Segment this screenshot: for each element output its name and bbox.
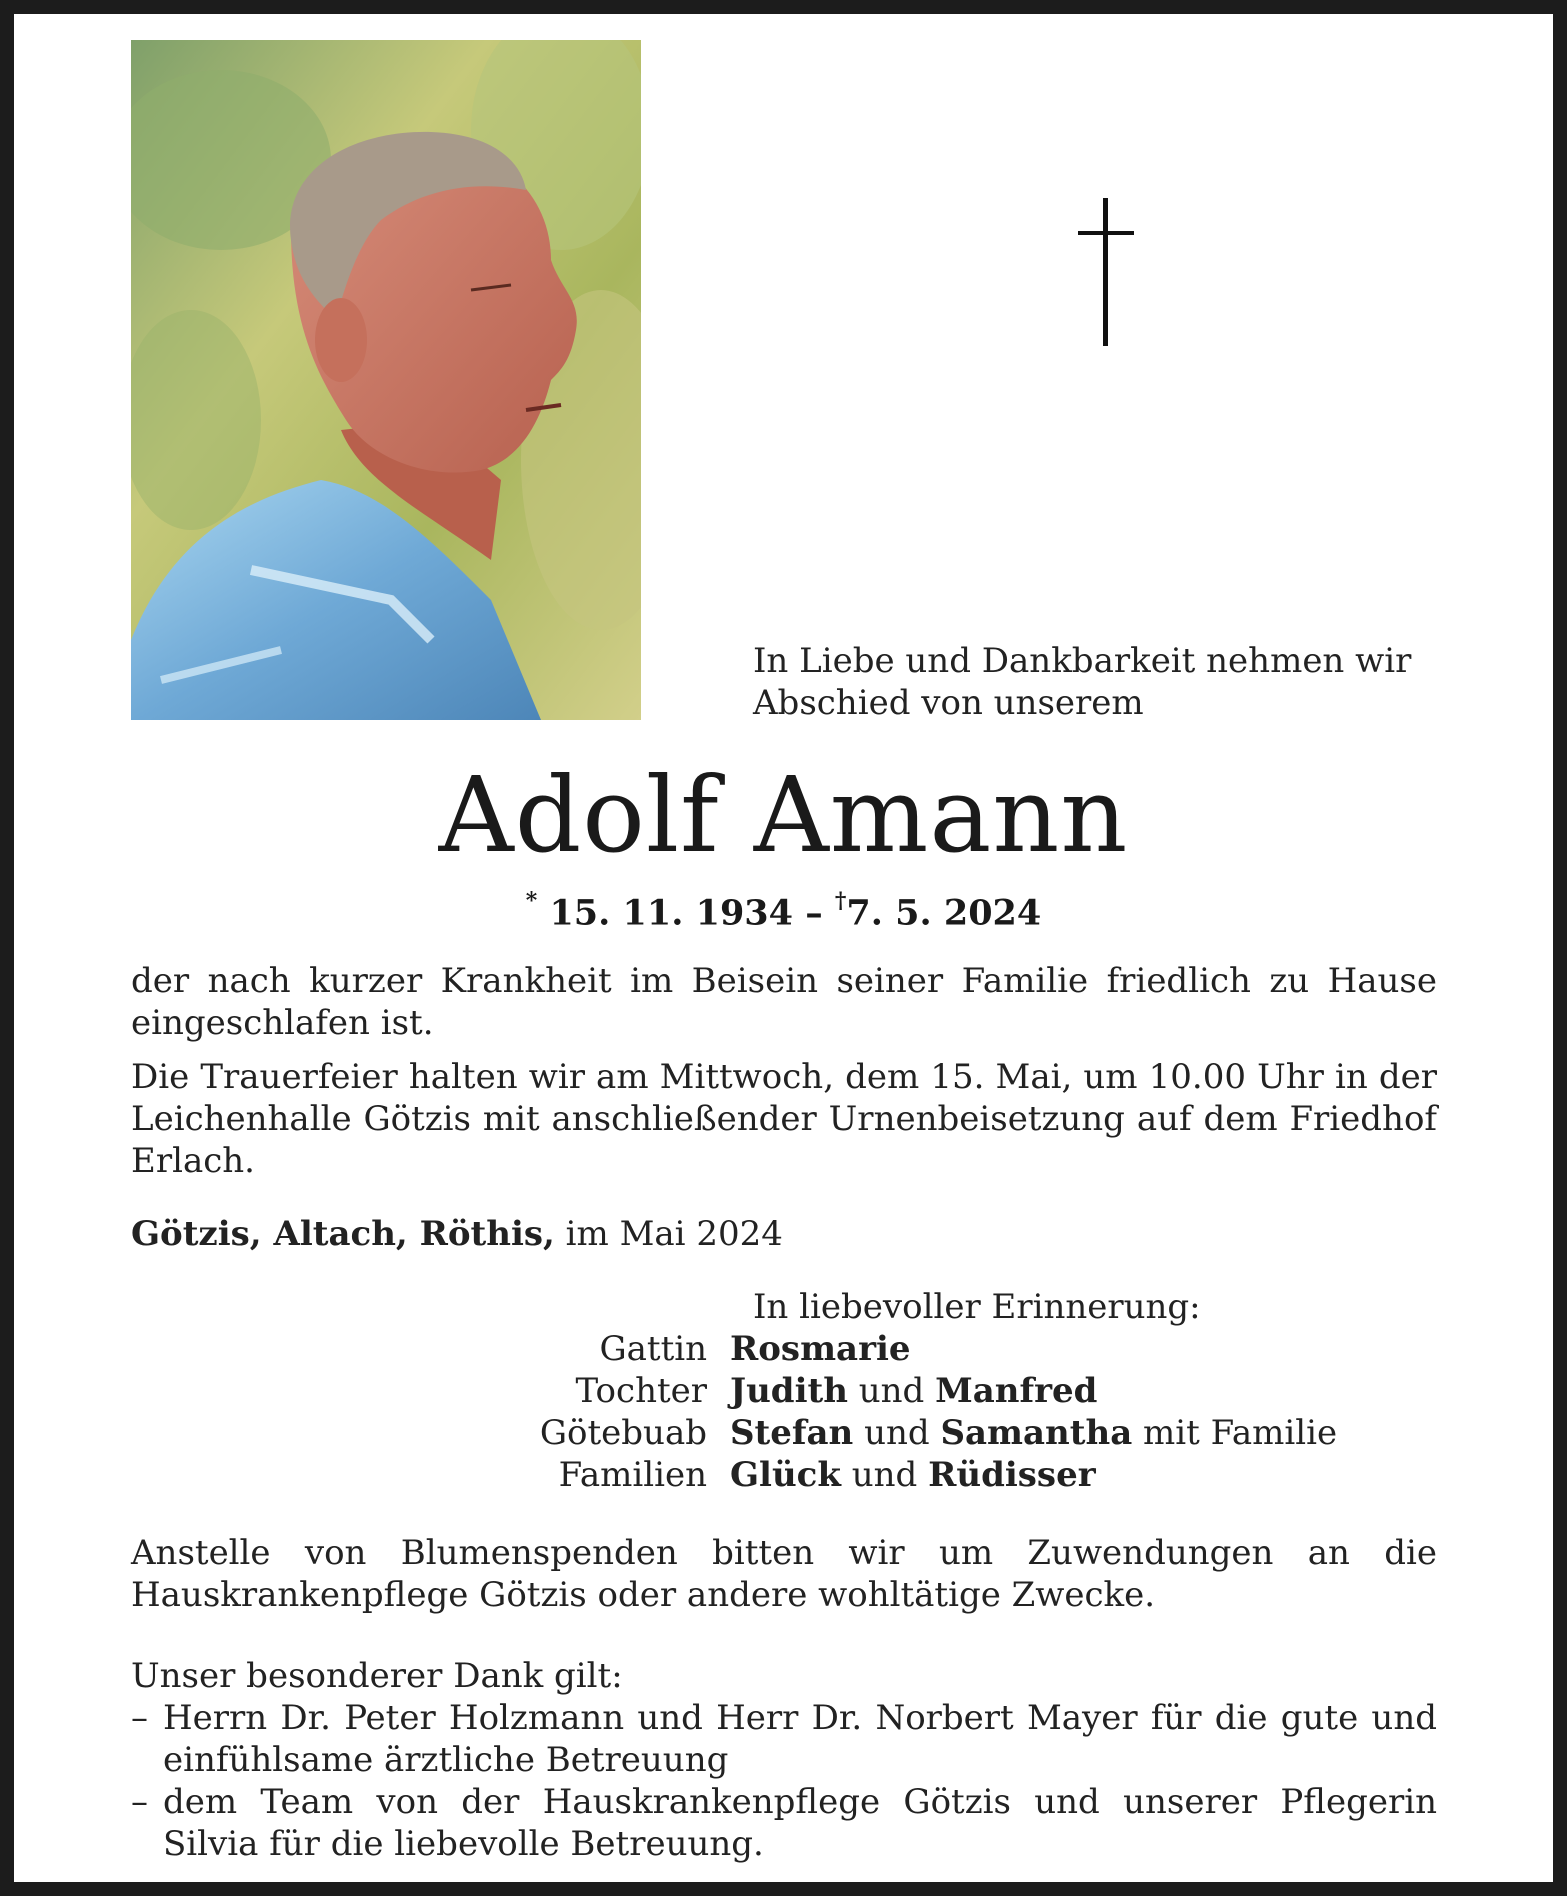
death-symbol: † [834,888,847,914]
birth-date: 15. 11. 1934 [549,892,794,934]
family-role: Tochter [575,1371,707,1411]
list-item [131,1781,1437,1865]
family-list [480,1328,1480,1496]
intro-line-2: Abschied von unserem [753,683,1144,723]
family-conj: und [864,1413,930,1453]
intro-text [753,640,1453,724]
family-name: Manfred [935,1371,1098,1411]
date-separator: – [805,892,823,934]
portrait-photo [131,40,641,720]
family-name: Judith [730,1371,848,1411]
family-name: Rüdisser [928,1455,1096,1495]
birth-symbol: * [525,888,538,914]
family-row [480,1454,1480,1496]
family-conj: und [858,1371,925,1411]
list-dash: – [131,1698,148,1738]
cross-icon [1078,198,1134,346]
thanks-list [131,1697,1437,1865]
family-role: Gattin [599,1329,707,1369]
family-row [480,1328,1480,1370]
paragraph-donations: Anstelle von Blumenspenden bitten wir um Zuwendungen an die Hauskrankenpflege Götzis oder andere wohltätige Zwecke. [131,1533,1437,1615]
family-name: Glück [730,1455,841,1495]
remembrance-title: In liebevoller Erinnerung: [753,1287,1201,1327]
family-suffix: mit Familie [1143,1413,1338,1453]
family-row [480,1370,1480,1412]
family-conj: und [851,1455,918,1495]
list-item [131,1697,1437,1781]
place-date: im Mai 2024 [565,1214,783,1254]
intro-line-1: In Liebe und Dankbarkeit nehmen wir [753,641,1412,681]
family-name: Samantha [940,1413,1133,1453]
thanks-title: Unser besonderer Dank gilt: [131,1656,623,1696]
thanks-text: dem Team von der Hauskrankenpflege Götzis und unserer Pflegerin Silvia für die liebevolle Betreuung. [163,1782,1437,1864]
family-name: Stefan [730,1413,854,1453]
place-and-date [131,1213,1437,1255]
deceased-name: Adolf Amann [438,754,1129,876]
life-dates [0,880,1567,939]
death-date: 7. 5. 2024 [846,892,1042,934]
list-dash: – [131,1782,148,1822]
family-role: Götebuab [539,1413,707,1453]
family-name: Rosmarie [730,1329,911,1369]
paragraph-ceremony: Die Trauerfeier halten wir am Mittwoch, dem 15. Mai, um 10.00 Uhr in der Leichenhalle Götzis mit anschließender Urnenbeisetzung auf dem Friedhof Erlach. [131,1057,1437,1181]
place-names: Götzis, Altach, Röthis, [131,1214,555,1254]
paragraph-passing: der nach kurzer Krankheit im Beisein seiner Familie friedlich zu Hause eingeschlafen ist. [131,961,1437,1043]
family-role: Familien [558,1455,707,1495]
thanks-text: Herrn Dr. Peter Holzmann und Herr Dr. Norbert Mayer für die gute und einfühlsame ärztliche Betreuung [163,1698,1437,1780]
family-row [480,1412,1480,1454]
